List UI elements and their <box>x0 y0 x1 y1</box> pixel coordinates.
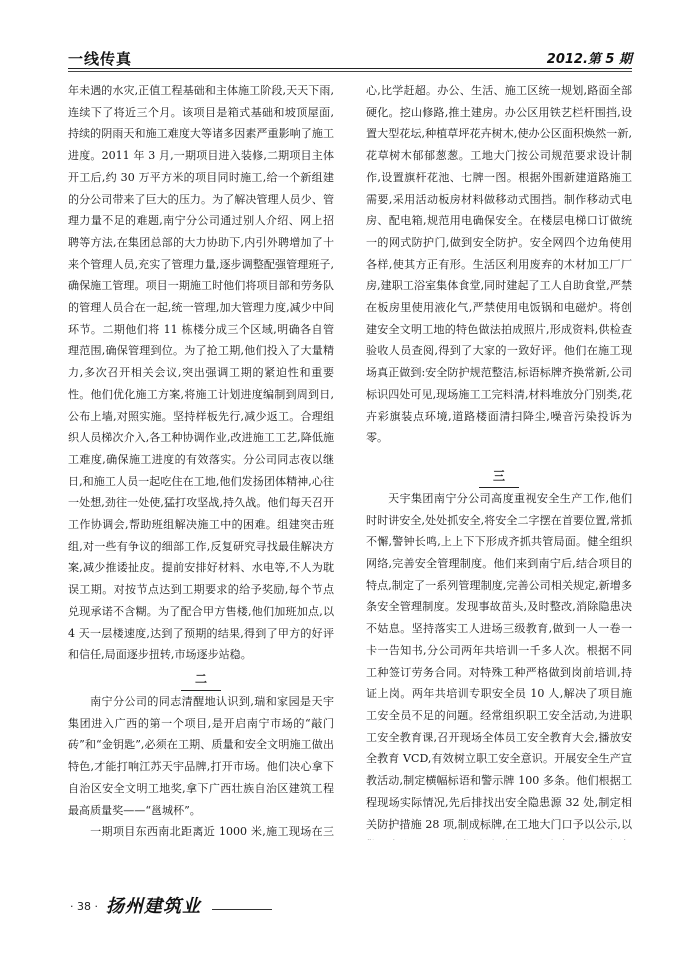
paragraph: 年未遇的水灾,正值工程基础和主体施工阶段,天天下雨,连续下了将近三个月。该项目是箱式基础和坡顶屋面,持续的阴雨天和施工难度大等诸多因素严重影响了施工进度。2011 年 3 月,一期项目进入装修,二期项目主体开工后,约 30 万平方米的项目同时施工,给一个新组建的分公司带来了巨大的压力。为了解决管理人员少、管理力量不足的难题,南宁分公司通过别人介绍、网上招聘等方法,在集团总部的大力协助下,内引外聘增加了十来个管理人员,充实了管理力量,逐步调整配强管理班子,确保施工管理。项目一期施工时他们将项目部和劳务队的管理人员合在一起,统一管理,加大管理力度,减少中间环节。二期他们将 11 栋楼分成三个区域,明确各自管理范围,确保管理到位。为了抢工期,他们投入了大量精力,多次召开相关会议,突出强调工期的紧迫性和重要性。他们优化施工方案,将施工计划进度编制到周到日,公布上墙,对照实施。坚持样板先行,减少返工。合理组织人员梯次介入,各工种协调作业,改进施工工艺,降低施工难度,确保施工进度的有效落实。分公司同志夜以继日,和施工人员一起吃住在工地,他们发扬团体精神,心往一处想,劲往一处使,猛打攻坚战,持久战。他们每天召开工作协调会,帮助班组解决施工中的困难。组建突击班组,对一些有争议的细部工作,反复研究寻找最佳解决方案,减少推诿扯皮。提前安排好材料、水电等,不人为耽误工期。对按节点达到工期要求的给予奖励,每个节点兑现承诺不含糊。为了配合甲方售楼,他们加班加点,以 4 天一层楼速度,达到了预期的结果,得到了甲方的好评和信任,局面逐步扭转,市场逐步站稳。 <box>68 84 334 662</box>
section-title: 一线传真 <box>68 50 133 68</box>
magazine-logo: 扬州建筑业 <box>106 896 201 917</box>
paragraph: 一期项目东西南北距离近 1000 米,施工现场在三 <box>90 825 334 839</box>
right-column <box>366 80 632 840</box>
section-heading: 三 <box>492 468 505 483</box>
paragraph: 天宇集团南宁分公司高度重视安全生产工作,他们时时讲安全,处处抓安全,将安全二字摆在首要位置,常抓不懈,警钟长鸣,上上下下形成齐抓共管局面。健全组织网络,完善安全管理制度。他们来到南宁后,结合项目的特点,制定了一系列管理制度,完善公司相关规定,新增多条安全管理制度。发现事故苗头,及时整改,消除隐患决不姑息。坚持落实工人进场三级教育,做到一人一卷一卡一告知书,分公司两年共培训一千多人次。根据不同工种签订劳务合同。对特殊工种严格做到岗前培训,持证上岗。两年共培训专职安全员 10 人,解决了项目施工安全员不足的问题。经常组织职工安全活动,为进职工安全教育课,召开现场全体员工安全教育大会,播放安全教育 VCD,有效树立职工安全意识。开展安全生产宣教活动,制定横幅标语和警示牌 100 多条。他们根据工程现场实际情况,先后排找出安全隐患源 32 处,制定相关防护措施 28 项,制成标牌,在工地大门口予以公示,以 <box>366 491 632 831</box>
header-divider-thin <box>68 71 632 72</box>
paragraph: 南宁分公司的同志清醒地认识到,瑞和家园是天宇集团进入广西的第一个项目,是开启南宁市场的“敲门砖”和“金钥匙”,必须在工期、质量和安全文明施工做出特色,才能打响江苏天宇品牌,打开市场。他们决心拿下自治区安全文明工地奖,拿下广西壮族自治区建筑工程最高质量奖——“邕城杯”。 <box>68 694 334 817</box>
page-footer <box>0 880 700 930</box>
page-header <box>0 0 700 70</box>
footer-divider <box>212 909 272 910</box>
issue-label: 2012.第 5 期 <box>546 52 632 67</box>
left-column <box>68 80 334 840</box>
header-divider <box>68 68 632 69</box>
page-number: · 38 · <box>70 900 98 913</box>
section-heading: 二 <box>194 671 207 686</box>
paragraph: 心,比学赶超。办公、生活、施工区统一规划,路面全部硬化。挖山修路,推土建房。办公区用铁艺栏杆围挡,设置大型花坛,种植草坪花卉树木,使办公区面积焕然一新,花草树木郁郁葱葱。工地大门按公司规范要求设计制作,设置旗杆花池、七牌一图。根据外围新建道路施工需要,采用活动板房材料做移动式围挡。制作移动式电房、配电箱,规范用电确保安全。在楼层电梯口订做统一的网式防护门,做到安全防护。安全网四个边角使用各样,使其方正有形。生活区利用废弃的木材加工厂厂房,建职工浴室集体食堂,同时建起了工人自助食堂,严禁在板房里使用液化气,严禁使用电饭锅和电磁炉。将创建安全文明工地的特色做法拍成照片,形成资料,供检查验收人员查阅,得到了大家的一致好评。他们在施工现场真正做到:安全防护规范整洁,标语标牌齐换常新,公司标识四处可见,现场施工工完料清,材料堆放分门别类,花卉彩旗装点环境,道路楼面清扫降尘,噪音污染投诉为零。 <box>366 84 632 445</box>
